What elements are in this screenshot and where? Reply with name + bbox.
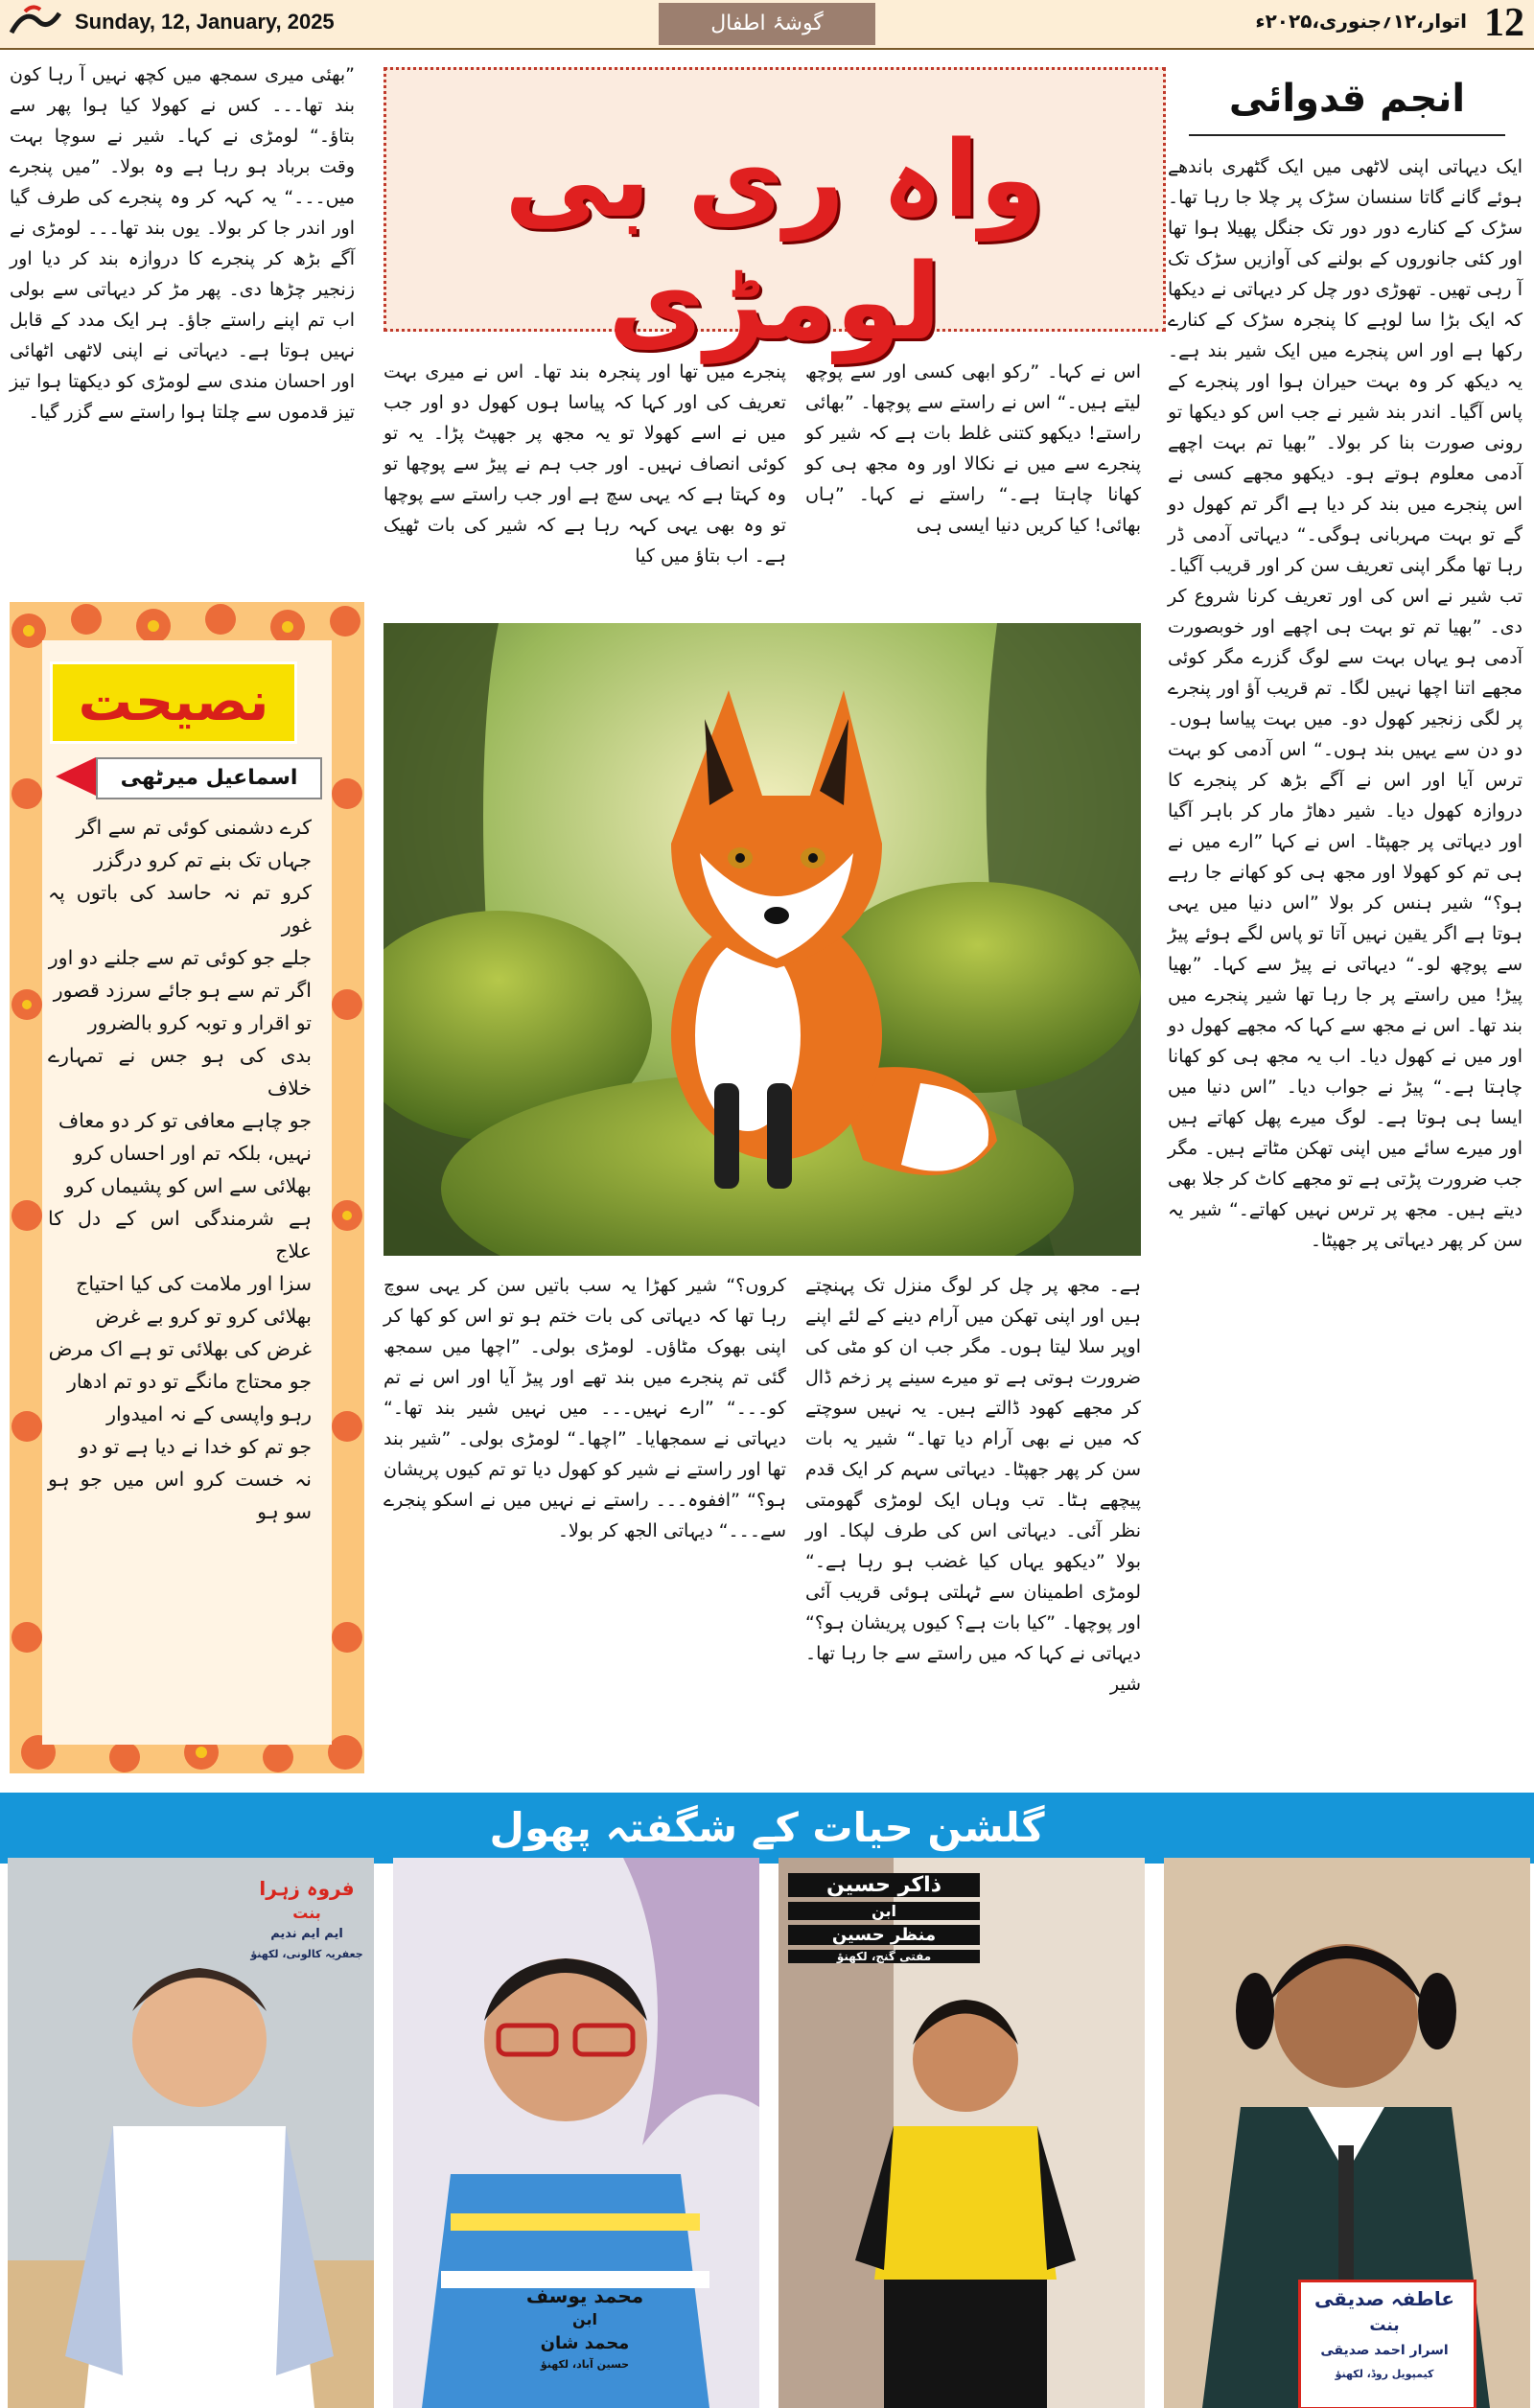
advice-poem [48, 811, 312, 1528]
date-english: Sunday, 12, January, 2025 [75, 10, 335, 34]
poem-line: نہیں، بلکہ تم اور احساں کرو [73, 1142, 312, 1165]
kid-photo-1 [8, 1858, 374, 2408]
advice-title: نصیحت [50, 661, 297, 744]
kid-photo-2 [393, 1858, 759, 2408]
poem-line: جو محتاج مانگے تو دو تم ادھار [67, 1370, 312, 1393]
kid-4-relation: بنت [1369, 2316, 1400, 2335]
poem-line: اگر تم سے ہو جائے سرزد قصور [53, 979, 312, 1002]
date-urdu: اتوار،۱۲؍جنوری،۲۰۲۵ء [1255, 10, 1467, 33]
kid-4-name: عاطفہ صدیقی [1313, 2287, 1455, 2310]
kid-photo-3 [779, 1858, 1145, 2408]
headline-box [384, 67, 1166, 363]
advice-poet: اسماعیل میرٹھی [96, 757, 322, 799]
poem-line: جلے جو کوئی تم سے جلنے دو اور [48, 946, 312, 969]
kid-1-name: فروہ زہرا [259, 1877, 355, 1900]
kid-2-relation: ابن [572, 2310, 597, 2328]
kid-4-parent: اسرار احمد صدیقی [1320, 2343, 1449, 2358]
poem-line: رہو واپسی کے نہ امیدوار [106, 1402, 312, 1425]
kid-3-place: مفتی گنج، لکھنؤ [788, 1950, 980, 1963]
poem-line: جو چاہے معافی تو کر دو معاف [58, 1109, 312, 1132]
story-column-left-top: ”بھئی میری سمجھ میں کچھ نہیں آ رہا کون بند تھا۔۔۔ کس نے کھولا کیا ہوا پھر سے بتاؤ۔“ لومڑی نے کہا۔ شیر نے سوچا بہت وقت برباد ہو رہا ہے وہ بولا۔ ”میں پنجرے میں۔۔۔“ یہ کہہ کر وہ پنجرے کی طرف گیا اور اندر جا کر بولا۔ یوں بند تھا۔۔۔ لومڑی نے آگے بڑھ کر پنجرے کا دروازہ بند کر دیا اور زنجیر چڑھا دی۔ پھر مڑ کر دیہاتی سے بولی اب تم اپنے راستے جاؤ۔ ہر ایک مدد کے قابل نہیں ہوتا ہے۔ دیہاتی نے اپنی لاٹھی اٹھائی اور احسان مندی سے لومڑی کو دیکھتا ہوا تیز تیز قدموں سے چلتا ہوا راستے سے گزر گیا۔ [10, 64, 355, 423]
kid-photo-4 [1164, 1858, 1530, 2408]
kid-3-name: ذاکر حسین [788, 1873, 980, 1897]
poem-line: بدی کی ہو جس نے تمہارے خلاف [48, 1044, 312, 1100]
story-column-bottom-left: کروں؟“ شیر کھڑا یہ سب باتیں سن کر یہی سوچ رہا تھا کہ دیہاتی کی بات ختم ہو تو اس کو کھا کر اپنی بھوک مٹاؤں۔ لومڑی بولی۔ ”اچھا میں سمجھ گئی تم پنجرے میں بند تھے اور پیڑ آیا اور اس نے تم کو۔۔۔“ ”ارے نہیں۔۔۔ میں نہیں شیر بند تھا۔“ دیہاتی نے سمجھایا۔ ”اچھا۔“ لومڑی بولی۔ ”شیر بند تھا اور راستے نے شیر کو کھول دیا تو تم کیوں پریشان ہو؟“ ”اففوہ۔۔۔ راستے نے نہیں میں نے اسکو پنجرے سے۔۔۔“ دیہاتی الجھ کر بولا۔ [384, 1275, 786, 1541]
page-number: 12 [1484, 1, 1524, 45]
kids-banner-title: گلشن حیات کے شگفتہ پھول [489, 1804, 1045, 1851]
kid-2-name: محمد یوسف [525, 2284, 644, 2307]
poem-line: بھلائی سے اس کو پشیماں کرو [64, 1174, 312, 1197]
fox-illustration [384, 623, 1141, 1256]
arrow-icon [56, 757, 96, 796]
story-column-right: ایک دیہاتی اپنی لاٹھی میں ایک گٹھری باندھے ہوئے گانے گاتا سنسان سڑک پر چلا جا رہا تھا۔ سڑک کے کنارے دور دور تک جنگل پھیلا ہوا تھا اور کئی جانوروں کے بولنے کی آوازیں سڑک تک آ رہی تھیں۔ تھوڑی دور چل کر دیہاتی نے دیکھا کہ ایک بڑا سا لوہے کا پنجرہ سڑک کے کنارے رکھا ہے اور اس پنجرے میں ایک شیر بند ہے۔ یہ دیکھ کر وہ بہت حیران ہوا اور پنجرے کے پاس آگیا۔ اندر بند شیر نے جب اس کو دیکھا تو رونی صورت بنا کر بولا۔ ”بھیا تم بہت اچھے آدمی معلوم ہوتے ہو۔ دیکھو مجھے کسی نے اس پنجرے میں بند کر دیا ہے اگر تم کھول دو گے تو بہت مہربانی ہوگی۔“ دیہاتی آدمی ڈر رہا تھا مگر اپنی تعریف سن کر اور قریب آگیا۔ تب شیر نے اس کی اور تعریف کرنا شروع کر دی۔ ”بھیا تم تو بہت ہی اچھے اور خوبصورت آدمی ہو یہاں بہت سے لوگ گزرے مگر کوئی مجھے اتنا اچھا نہیں لگا۔ تم قریب آؤ اور پنجرے پر لگی زنجیر کھول دو۔ میں بہت پیاسا ہوں۔ دو دن سے یہیں بند ہوں۔“ اس آدمی کو بہت ترس آیا اور اس نے آگے بڑھ کر پنجرے کا دروازہ کھول دیا۔ شیر دھاڑ مار کر باہر آگیا اور دیہاتی پر جھپٹا۔ اس نے کہا ”ارے میں نے ہی تم کو کھولا اور مجھ ہی کو کھانے جا رہے ہو؟“ شیر ہنس کر بولا ”اس دنیا میں یہی ہوتا ہے اگر یقین نہیں آتا تو پاس لگے ہوئے پیڑ سے پوچھ لو۔“ دیہاتی نے پیڑ سے کہا۔ ”بھیا پیڑ! میں راستے پر جا رہا تھا شیر پنجرے میں بند تھا۔ اس نے مجھ سے کہا کہ مجھے کھول دو اور میں نے کھول دیا۔ اب یہ مجھ ہی کو کھانا چاہتا ہے۔“ پیڑ نے جواب دیا۔ ”اس دنیا میں ایسا ہی ہوتا ہے۔ لوگ میرے پھل کھاتے ہیں اور میرے سائے میں اپنی تھکن مٹاتے ہیں۔ مگر جب ضرورت پڑتی ہے تو مجھے کاٹ کر جلا بھی دیتے ہیں۔ مجھ پر ترس نہیں کھاتے۔“ شیر یہ سن کر پھر دیہاتی پر جھپٹا۔ [1168, 156, 1522, 1251]
kid-2-place: حسین آباد، لکھنؤ [540, 2358, 630, 2371]
kid-3-relation: ابن [788, 1902, 980, 1920]
kid-1-place: جعفریہ کالونی، لکھنؤ [250, 1948, 363, 1960]
story-headline: واہ ری بی لومڑی [504, 118, 1045, 363]
poem-line: جو تم کو خدا نے دیا ہے تو دو [79, 1435, 312, 1458]
poem-line: سزا اور ملامت کی کیا احتیاج [76, 1272, 312, 1295]
poem-line: کرو تم نہ حاسد کی باتوں پہ غور [48, 881, 312, 937]
poem-line: بھلائی کرو تو کرو بے غرض [95, 1305, 312, 1328]
story-author: انجم قدوائی [1228, 77, 1466, 121]
kid-2-parent: محمد شان [540, 2333, 630, 2353]
poem-line: غرض کی بھلائی تو ہے اک مرض [48, 1337, 312, 1360]
kid-4-place: کیمپویل روڈ، لکھنؤ [1335, 2368, 1434, 2380]
kid-3-parent: منظر حسین [788, 1925, 980, 1945]
section-title: گوشۂ اطفال [659, 3, 875, 45]
story-column-middle-right: اس نے کہا۔ ”رکو ابھی کسی اور سے پوچھ لیتے ہیں۔“ اس نے راستے سے پوچھا۔ ”بھائی راستے! دیکھو کتنی غلط بات ہے کہ شیر کو پنجرے سے میں نے نکالا اور وہ مجھ ہی کو کھانا چاہتا ہے۔“ راستے نے کہا۔ ”ہاں بھائی! کیا کریں دنیا ایسی ہی [805, 361, 1141, 536]
poem-line: جہاں تک بنے تم کرو درگزر [94, 848, 312, 871]
newspaper-logo [6, 4, 65, 42]
author-divider [1189, 134, 1505, 136]
poem-line: تو اقرار و توبہ کرو بالضرور [87, 1011, 312, 1034]
story-column-bottom-right: ہے۔ مجھ پر چل کر لوگ منزل تک پہنچتے ہیں اور اپنی تھکن میں آرام دینے کے لئے اپنے اوپر سلا لیتا ہوں۔ مگر جب ان کو مٹی کی ضرورت ہوتی ہے تو میرے سینے پر زخم ڈال کر مجھے کھود ڈالتے ہیں۔ یہ نہیں سوچتے کہ میں نے بھی آرام دیا تھا۔“ شیر یہ بات سن کر پھر جھپٹا۔ دیہاتی سہم کر ایک قدم پیچھے ہٹا۔ تب وہاں ایک لومڑی گھومتی نظر آئی۔ دیہاتی اس کی طرف لپکا۔ اور بولا ”دیکھو یہاں کیا غضب ہو رہا ہے۔“ لومڑی اطمینان سے ٹہلتی ہوئی قریب آئی اور پوچھا۔ ”کیا بات ہے؟ کیوں پریشان ہو؟“ دیہاتی نے کہا کہ میں راستے سے جا رہا تھا۔ شیر [805, 1275, 1141, 1695]
poem-line: ہے شرمندگی اس کے دل کا علاج [48, 1207, 312, 1262]
story-column-middle-left: پنجرے میں تھا اور پنجرہ بند تھا۔ اس نے میری بہت تعریف کی اور کہا کہ پیاسا ہوں کھول دو اور جب میں نے اسے کھولا تو یہ مجھ پر جھپٹ پڑا۔ یہ تو کوئی انصاف نہیں۔ اور جب ہم نے پیڑ سے پوچھا تو وہ کہتا ہے کہ یہی سچ ہے اور جب راستے سے پوچھا تو وہ بھی یہی کہہ رہا ہے کہ شیر کی بات ٹھیک ہے۔ اب بتاؤ میں کیا [384, 361, 786, 567]
poem-line: کرے دشمنی کوئی تم سے اگر [76, 816, 312, 839]
kid-1-parent: ایم ایم ندیم [270, 1927, 343, 1941]
poem-line: نہ خست کرو اس میں جو ہو سو ہو [48, 1468, 312, 1523]
kid-1-relation: بنت [292, 1904, 321, 1922]
